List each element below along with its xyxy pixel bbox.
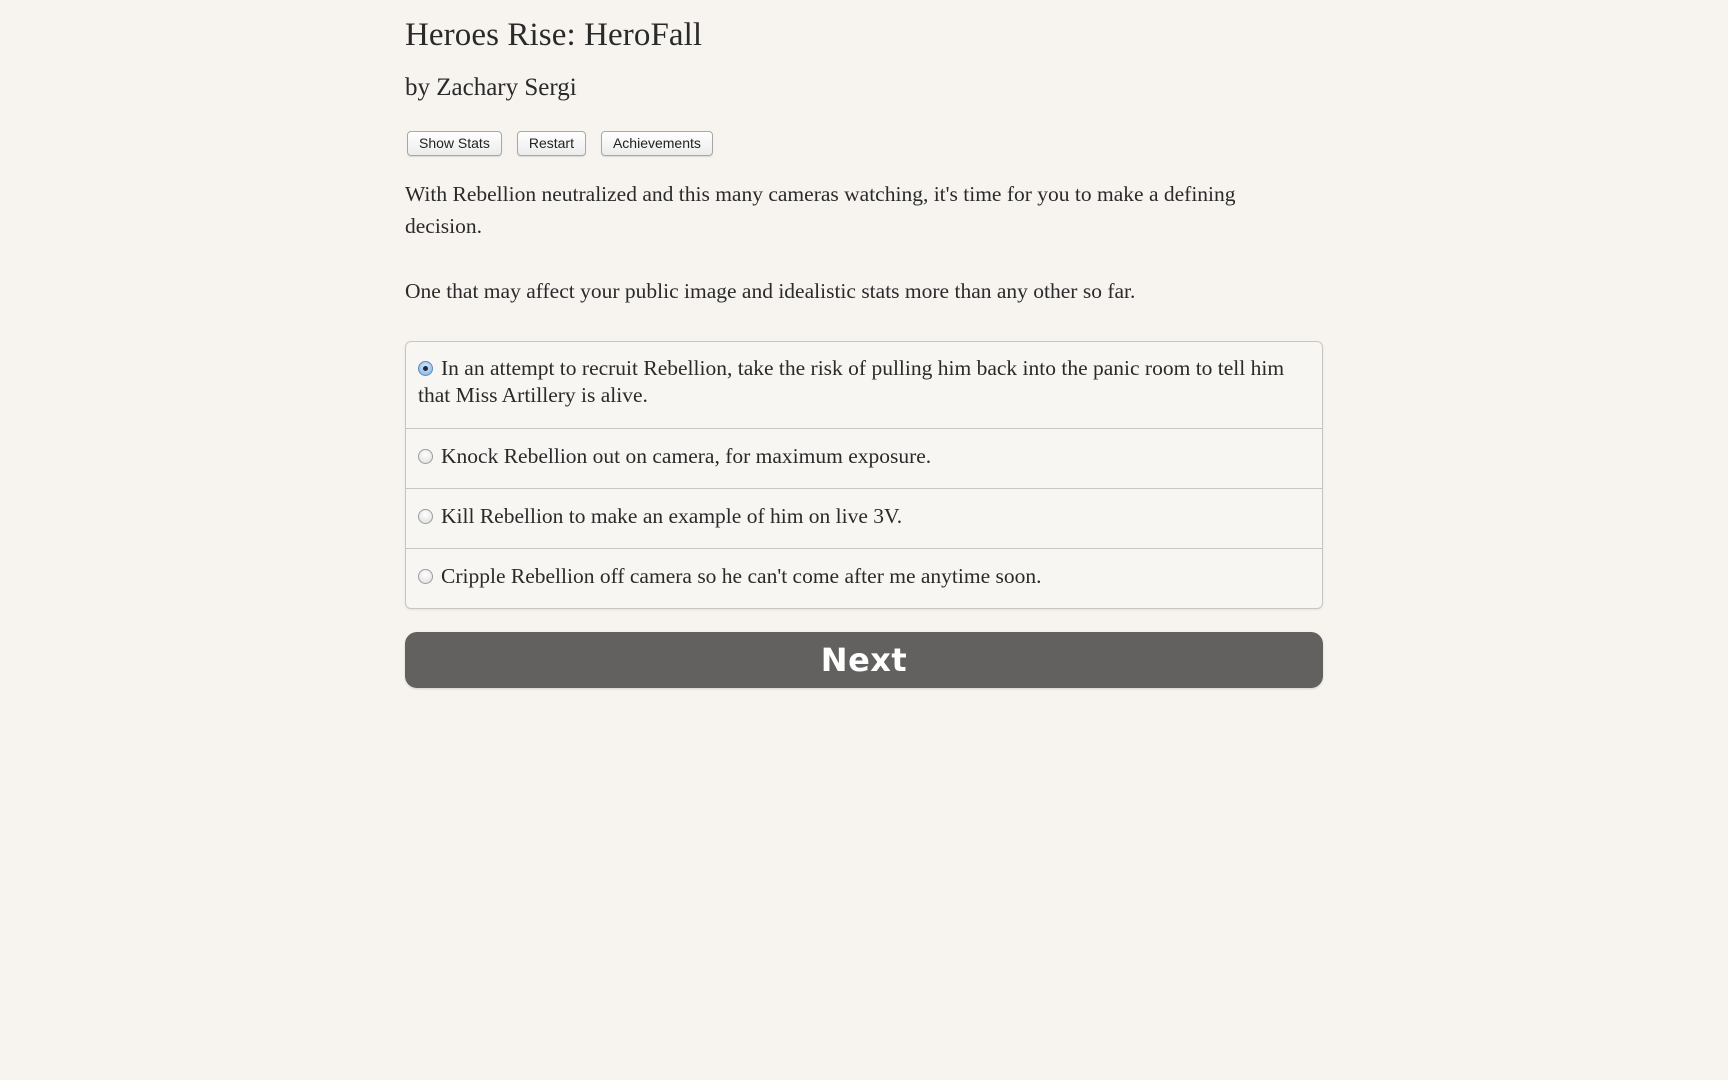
choice-option-knock-out[interactable] [406,428,1322,488]
story-paragraph: One that may affect your public image and idealistic stats more than any other so far. [405,279,1136,303]
choice-label: Knock Rebellion out on camera, for maximum exposure. [441,444,932,468]
choice-option-cripple[interactable] [406,548,1322,608]
radio-unselected-icon[interactable] [418,509,433,524]
choice-option-recruit[interactable] [406,342,1322,428]
story-text [405,178,1275,340]
achievements-button[interactable]: Achievements [601,131,713,156]
radio-selected-icon[interactable] [418,361,433,376]
restart-button[interactable]: Restart [517,131,586,156]
choice-list [405,341,1323,609]
toolbar [407,131,713,156]
radio-unselected-icon[interactable] [418,569,433,584]
choice-option-kill[interactable] [406,488,1322,548]
choice-label: Cripple Rebellion off camera so he can't come after me anytime soon. [441,564,1042,588]
author-byline: by Zachary Sergi [405,74,577,101]
radio-unselected-icon[interactable] [418,449,433,464]
game-title: Heroes Rise: HeroFall [405,17,703,53]
show-stats-button[interactable]: Show Stats [407,131,502,156]
choice-label: Kill Rebellion to make an example of him on live 3V. [441,504,903,528]
next-button[interactable]: Next [405,632,1323,688]
story-paragraph: With Rebellion neutralized and this many cameras watching, it's time for you to make a defining decision. [405,182,1236,238]
choice-label: In an attempt to recruit Rebellion, take the risk of pulling him back into the panic room to tell him that Miss Artillery is alive. [418,356,1285,407]
